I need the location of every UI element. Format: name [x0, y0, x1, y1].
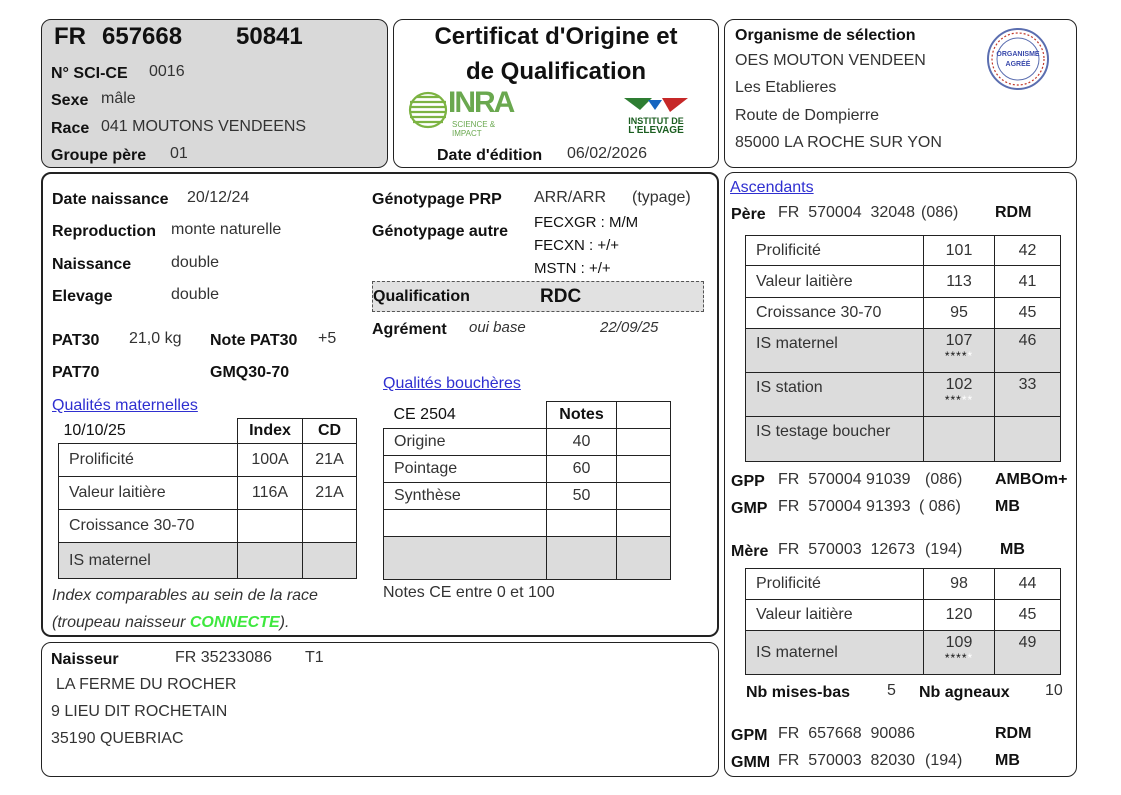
qb-row-empty [617, 537, 671, 580]
mere-row-v1: 120 [924, 600, 995, 631]
idele-logo [618, 92, 694, 138]
genotypage-prp-label: Génotypage PRP [372, 191, 502, 208]
qb-row-label: Origine [384, 429, 547, 456]
gmm-code: (194) [925, 752, 963, 769]
pat70-label: PAT70 [52, 364, 100, 381]
gpp-id: FR 570004 91039 [778, 471, 911, 488]
qb-row-note: 60 [547, 456, 617, 483]
seal-text-line2: AGRÉÉ [1005, 61, 1031, 68]
qb-row-note: 50 [547, 483, 617, 510]
nb-agneaux-label: Nb agneaux [919, 684, 1010, 701]
stars-empty: * [967, 349, 974, 363]
naisseur-panel [41, 642, 719, 777]
genotypage-autre-label: Génotypage autre [372, 223, 509, 240]
note-pat30-label: Note PAT30 [210, 332, 298, 349]
sci-ce-value: 0016 [149, 63, 185, 80]
pere-row-label: IS testage boucher [746, 417, 924, 462]
qualites-maternelles-link[interactable]: Qualités maternelles [52, 397, 198, 414]
qm-note-status: CONNECTE [189, 614, 280, 631]
mere-id: FR 570003 12673 [778, 541, 915, 558]
qm-note-line2 [52, 614, 289, 632]
organisme-title: Organisme de sélection [735, 27, 916, 44]
ascendants-panel [724, 172, 1077, 777]
qm-row-cd: 21A [303, 444, 357, 477]
elevage-label: Elevage [52, 288, 113, 305]
groupe-pere-value: 01 [170, 145, 188, 162]
gmq-label: GMQ30-70 [210, 364, 290, 381]
stars-empty: * [967, 651, 974, 665]
rating-stars [924, 394, 994, 406]
pere-row-v2 [995, 417, 1061, 462]
mere-row-label: Prolificité [746, 569, 924, 600]
idele-shapes-icon [622, 94, 690, 116]
sexe-value: mâle [101, 90, 136, 107]
qualites-boucheres-table [383, 401, 671, 580]
pere-row-v1: 113 [924, 266, 995, 298]
qb-row-extra [617, 483, 671, 510]
agrement-date: 22/09/25 [600, 319, 659, 336]
elevage-value: double [171, 286, 220, 303]
seal-ring-icon [986, 27, 1050, 91]
mere-row-v2: 45 [995, 600, 1061, 631]
naisseur-label: Naisseur [51, 651, 119, 668]
gmp-code: ( 086) [919, 498, 961, 515]
pere-row-label: IS maternel [746, 329, 924, 373]
pere-code: (086) [921, 204, 959, 221]
naissance-label: Naissance [52, 256, 132, 273]
qualites-boucheres-link[interactable]: Qualités bouchères [383, 375, 521, 392]
pat30-label: PAT30 [52, 332, 100, 349]
qm-note-prefix: (troupeau naisseur [52, 614, 190, 631]
mere-row-v1: 109 [945, 634, 973, 651]
qb-row-label: Synthèse [384, 483, 547, 510]
pere-row-v2: 45 [995, 298, 1061, 329]
animal-details-panel [41, 172, 719, 637]
pere-row-v2: 46 [995, 329, 1061, 373]
naissance-value: double [171, 254, 220, 271]
pere-id: FR 570004 32048 [778, 204, 915, 221]
edition-date-value: 06/02/2026 [567, 145, 648, 162]
animal-id-suffix: 50841 [236, 23, 303, 50]
qb-row-empty [547, 537, 617, 580]
animal-id-number: 657668 [102, 23, 183, 50]
rating-stars [924, 350, 994, 362]
pere-row-v1: 102 [945, 376, 973, 393]
date-naissance-label: Date naissance [52, 191, 169, 208]
pere-qualification: RDM [995, 204, 1032, 221]
qm-row-cd: 21A [303, 477, 357, 510]
stars-filled: **** [944, 349, 968, 363]
mere-qualification: MB [1000, 541, 1025, 558]
inra-wordmark: INRA [448, 86, 514, 119]
pat30-value: 21,0 kg [129, 330, 182, 347]
qm-row-index [238, 543, 303, 579]
qb-row-note: 40 [547, 429, 617, 456]
naisseur-name: LA FERME DU ROCHER [56, 676, 237, 693]
pere-row-label: Croissance 30-70 [746, 298, 924, 329]
pere-index-table [745, 235, 1061, 462]
gmp-id: FR 570004 91393 [778, 498, 911, 515]
inra-tagline: SCIENCE & IMPACT [452, 120, 496, 138]
genotypage-autre-line3: MSTN : +/+ [534, 260, 611, 277]
note-pat30-value: +5 [318, 330, 337, 347]
pere-row-v1: 101 [924, 236, 995, 266]
pere-row-v2: 41 [995, 266, 1061, 298]
identity-panel [41, 19, 388, 168]
mere-row-v2: 44 [995, 569, 1061, 600]
qb-row-empty [617, 510, 671, 537]
qm-header-index: Index [238, 419, 303, 444]
qualification-row [372, 281, 704, 312]
groupe-pere-label: Groupe père [51, 147, 147, 164]
qm-row-index [238, 510, 303, 543]
naisseur-addr1: 9 LIEU DIT ROCHETAIN [51, 703, 228, 720]
organisme-seal [986, 27, 1050, 91]
pere-row-v2: 33 [995, 373, 1061, 417]
gpm-qualification: RDM [995, 725, 1032, 742]
gpp-qualification: AMBOm+ [995, 471, 1068, 488]
idele-text-line2: L'ELEVAGE [628, 125, 684, 136]
qm-row-index: 100A [238, 444, 303, 477]
qm-header-cd: CD [303, 419, 357, 444]
sexe-label: Sexe [51, 92, 89, 109]
agrement-label: Agrément [372, 321, 447, 338]
animal-id-country: FR [54, 23, 86, 50]
genotypage-prp-note: (typage) [632, 189, 691, 206]
certificate-panel [393, 19, 719, 168]
qb-row-empty [384, 510, 547, 537]
mere-index-table [745, 568, 1061, 675]
mere-code: (194) [925, 541, 963, 558]
organisme-addr2: Route de Dompierre [735, 107, 880, 124]
qb-footer-note: Notes CE entre 0 et 100 [383, 584, 555, 601]
qm-row-cd [303, 543, 357, 579]
nb-mises-bas-value: 5 [887, 682, 896, 699]
qb-header-notes: Notes [547, 402, 617, 429]
seal-text-line1: ORGANISME [996, 51, 1040, 58]
qb-ce-label: CE 2504 [384, 402, 547, 429]
pere-label: Père [731, 206, 766, 223]
mere-row-v2: 49 [995, 631, 1061, 675]
pere-row-label: Prolificité [746, 236, 924, 266]
qb-row-label: Pointage [384, 456, 547, 483]
mere-label: Mère [731, 543, 769, 560]
pere-row-v1-cell [924, 373, 995, 417]
pere-row-label: IS station [746, 373, 924, 417]
qualification-label: Qualification [373, 288, 470, 305]
pere-row-v1: 107 [945, 332, 973, 349]
gmp-label: GMP [731, 500, 768, 517]
inra-logo [408, 86, 518, 138]
stars-filled: **** [944, 651, 968, 665]
genotypage-autre-line2: FECXN : +/+ [534, 237, 620, 254]
organisme-panel [724, 19, 1077, 168]
gmm-qualification: MB [995, 752, 1020, 769]
nb-agneaux-value: 10 [1045, 682, 1063, 699]
race-label: Race [51, 120, 90, 137]
reproduction-label: Reproduction [52, 223, 156, 240]
reproduction-value: monte naturelle [171, 221, 282, 238]
qb-row-empty [384, 537, 547, 580]
qm-row-cd [303, 510, 357, 543]
qb-row-empty [547, 510, 617, 537]
mere-row-label: IS maternel [746, 631, 924, 675]
gpp-code: (086) [925, 471, 963, 488]
certificate-title-line2: de Qualification [465, 58, 647, 85]
qm-row-index: 116A [238, 477, 303, 510]
gmm-id: FR 570003 82030 [778, 752, 915, 769]
qm-row-label: Croissance 30-70 [59, 510, 238, 543]
gpm-id: FR 657668 90086 [778, 725, 915, 742]
edition-date-label: Date d'édition [437, 147, 543, 164]
qm-row-label: Prolificité [59, 444, 238, 477]
naisseur-code: T1 [305, 649, 324, 666]
stars-filled: *** [944, 393, 962, 407]
qualification-value: RDC [540, 286, 582, 307]
mere-row-v1: 98 [924, 569, 995, 600]
gmm-label: GMM [731, 754, 771, 771]
mere-row-v1-cell [924, 631, 995, 675]
pere-row-label: Valeur laitière [746, 266, 924, 298]
naisseur-id: FR 35233086 [175, 649, 272, 666]
naisseur-addr2: 35190 QUEBRIAC [51, 730, 184, 747]
pere-row-v1: 95 [924, 298, 995, 329]
race-value: 041 MOUTONS VENDEENS [101, 118, 307, 135]
qm-date: 10/10/25 [59, 419, 238, 444]
organisme-name: OES MOUTON VENDEEN [735, 52, 926, 69]
qm-row-label: Valeur laitière [59, 477, 238, 510]
gpp-label: GPP [731, 473, 765, 490]
date-naissance-value: 20/12/24 [187, 189, 250, 206]
gmp-qualification: MB [995, 498, 1020, 515]
qb-header-empty [617, 402, 671, 429]
qb-row-extra [617, 456, 671, 483]
sci-ce-label: N° SCI-CE [51, 65, 128, 82]
rating-stars [924, 652, 994, 664]
qm-note-line1: Index comparables au sein de la race [52, 587, 318, 604]
qm-note-suffix: ). [279, 614, 290, 631]
pere-row-v2: 42 [995, 236, 1061, 266]
mere-row-label: Valeur laitière [746, 600, 924, 631]
qm-row-label: IS maternel [59, 543, 238, 579]
organisme-addr3: 85000 LA ROCHE SUR YON [735, 134, 942, 151]
pere-row-v1 [924, 417, 995, 462]
pere-row-v1-cell [924, 329, 995, 373]
agrement-value: oui base [469, 319, 526, 336]
nb-mises-bas-label: Nb mises-bas [746, 684, 851, 701]
idele-text-line1: INSTITUT DE [628, 116, 684, 126]
genotypage-autre-line1: FECXGR : M/M [534, 214, 639, 231]
certificate-title-line1: Certificat d'Origine et [434, 23, 678, 50]
gpm-label: GPM [731, 727, 768, 744]
stars-empty: ** [961, 393, 974, 407]
qb-row-extra [617, 429, 671, 456]
ascendants-link[interactable]: Ascendants [730, 179, 814, 196]
organisme-addr1: Les Etablieres [735, 79, 837, 96]
genotypage-prp-value: ARR/ARR [534, 189, 607, 206]
qualites-maternelles-table [58, 418, 357, 579]
